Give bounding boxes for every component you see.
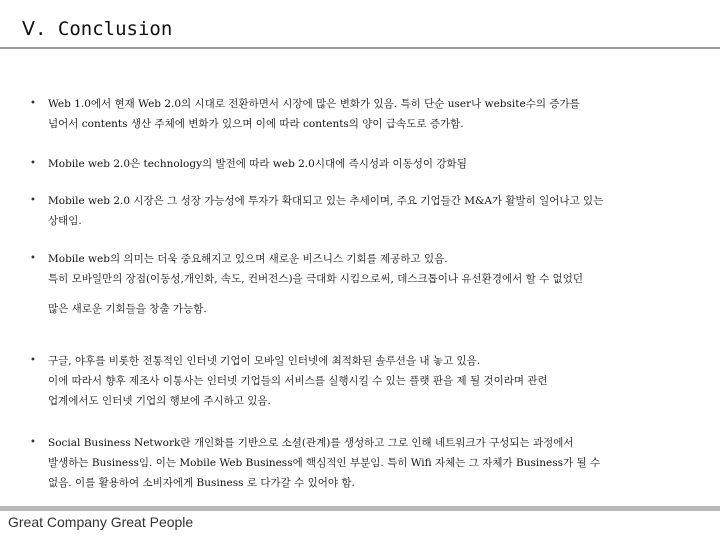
bullet-line: • 구글, 야후를 비롯한 전통적인 인터넷 기업이 모바일 인터넷에 최적화된 솔루션을 내 놓고 있음. [48, 355, 481, 367]
footer-divider [0, 506, 720, 511]
bullet-item [30, 249, 700, 319]
bullet-item [30, 351, 700, 411]
bullet-line: 상태임. [48, 215, 82, 227]
bullet-line: • Mobile web 2.0 시장은 그 성장 가능성에 투자가 확대되고 있는 추세이며, 주요 기업들간 M&A가 활발히 일어나고 있는 [48, 195, 604, 207]
bullet-line: 넘어서 contents 생산 주체에 변화가 있으며 이에 따라 contents의 양이 급속도로 증가함. [48, 118, 464, 130]
title-divider [0, 47, 720, 49]
bullet-line: 발생하는 Business임. 이는 Mobile Web Business에 핵심적인 부분임. 특히 Wifi 자체는 그 자체가 Business가 될 수 [48, 457, 601, 469]
bullet-line: 이에 따라서 향후 제조사 이통사는 인터넷 기업들의 서비스를 실행시킬 수 있는 플랫 판을 제 될 것이라며 관련 [48, 375, 548, 387]
bullet-line: • Mobile web 2.0은 technology의 발전에 따라 web 2.0시대에 즉시성과 이동성이 강화됨 [48, 158, 467, 170]
bullet-item [30, 191, 700, 231]
bullet-item [30, 94, 700, 134]
bullet-line: 업계에서도 인터넷 기업의 행보에 주시하고 있음. [48, 395, 271, 407]
slide-title: Ⅴ. Conclusion [22, 18, 173, 40]
bullet-item [30, 433, 700, 493]
bullet-line: 특히 모바일만의 장점(이동성,개인화, 속도, 컨버전스)을 극대화 시킴으로써, 데스크톱이나 유선환경에서 할 수 없었던 [48, 273, 583, 285]
bullet-line: • Mobile web의 의미는 더욱 중요해지고 있으며 새로운 비즈니스 기회를 제공하고 있음. [48, 253, 448, 265]
bullet-line: 많은 새로운 기회들을 창출 가능함. [48, 303, 207, 315]
bullet-line: 없음. 이를 활용하여 소비자에게 Business 로 다가갈 수 있어야 함. [48, 477, 355, 489]
bullet-line: • Social Business Network란 개인화를 기반으로 소셜(관계)를 생성하고 그로 인해 네트워크가 구성되는 과정에서 [48, 437, 574, 449]
conclusion-bullet-list [30, 94, 700, 493]
bullet-item [30, 154, 700, 174]
footer-tagline: Great Company Great People [8, 514, 194, 530]
bullet-line: • Web 1.0에서 현재 Web 2.0의 시대로 전환하면서 시장에 많은 변화가 있음. 특히 단순 user나 website수의 증가를 [48, 98, 580, 110]
